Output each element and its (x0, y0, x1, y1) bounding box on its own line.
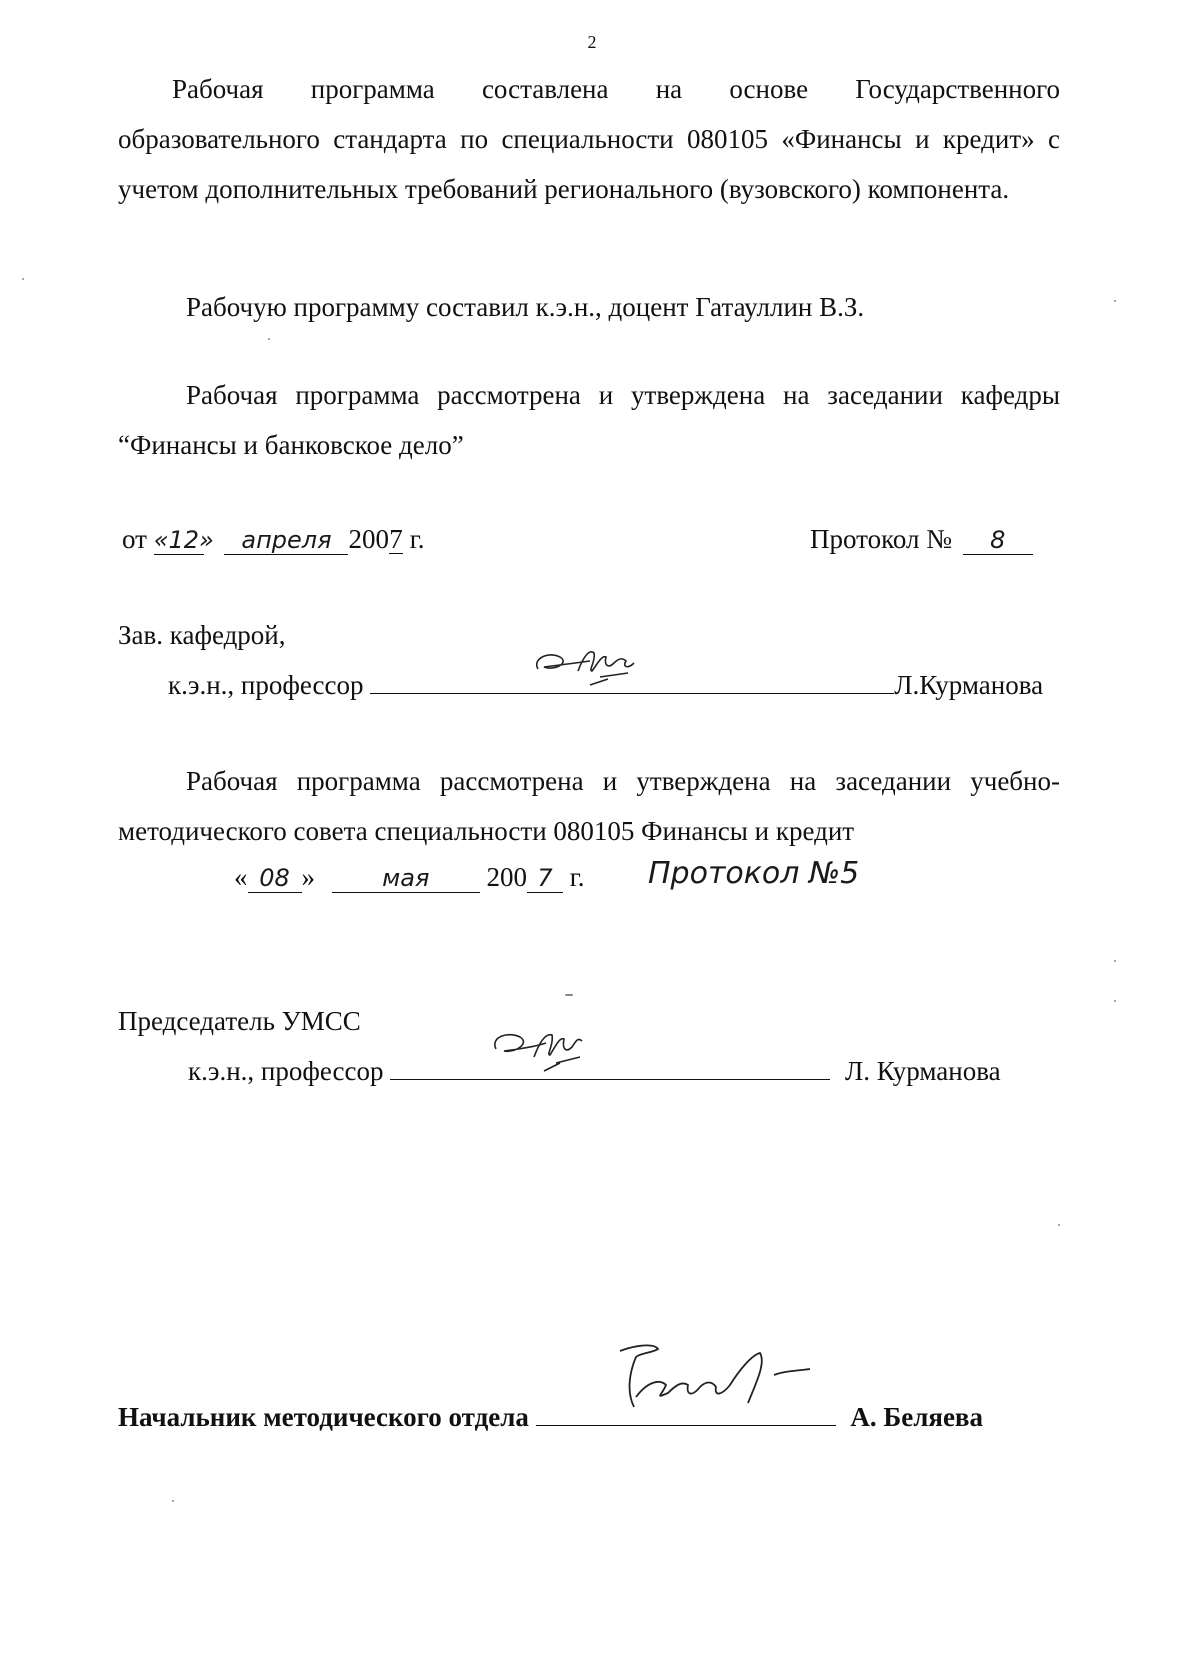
council-year-end: г. (569, 862, 585, 892)
page-number: 2 (587, 32, 597, 52)
department-protocol (810, 524, 1033, 555)
author-line: Рабочую программу составил к.э.н., доцент Гатауллин В.З. (186, 292, 865, 322)
date-day-handwritten: «12» (153, 526, 214, 554)
scan-speck (172, 1500, 174, 1502)
methods-head-line (118, 1402, 983, 1433)
scan-speck (1114, 1000, 1116, 1002)
signature-line (536, 1403, 836, 1426)
handwritten-signature-icon (530, 641, 640, 691)
council-day-handwritten: 08 (248, 864, 302, 893)
methods-head-title: Начальник методического отдела (118, 1402, 529, 1432)
chair-title: Председатель УМСС (118, 1006, 361, 1036)
protocol-label: Протокол № (810, 524, 952, 554)
council-close-quote: » (301, 862, 315, 892)
intro-word: Рабочая (172, 74, 264, 104)
intro-word: на (655, 74, 683, 104)
scan-speck (268, 338, 270, 340)
date-year-end: г. (409, 524, 425, 554)
chair-signature-line (188, 1056, 1001, 1087)
council-year-suffix: 7 (527, 864, 563, 893)
intro-word: составлена (481, 74, 609, 104)
protocol-number-handwritten: 8 (963, 526, 1033, 555)
date-year-prefix: 200 (348, 524, 389, 554)
council-year-prefix: 200 (486, 862, 527, 892)
head-signature-line (168, 670, 1043, 701)
intro-first-line (118, 64, 1060, 114)
head-name: Л.Курманова (894, 670, 1044, 700)
chair-name: Л. Курманова (844, 1056, 1001, 1086)
methods-head-name: А. Беляева (850, 1402, 984, 1432)
scan-speck (22, 278, 24, 280)
council-review-line2: методического совета специальности 080105 Финансы и кредит (118, 816, 855, 846)
department-review-line1: Рабочая программа рассмотрена и утверждена на заседании кафедры (186, 380, 1060, 410)
handwritten-signature-icon (606, 1341, 826, 1421)
signature-line (370, 671, 894, 694)
head-title: Зав. кафедрой, (118, 620, 286, 650)
date-year-suffix: 7 (389, 524, 403, 554)
council-review-line1: Рабочая программа рассмотрена и утверждена на заседании учебно- (186, 766, 1060, 796)
head-degree: к.э.н., профессор (168, 670, 364, 700)
signature-line (390, 1057, 830, 1080)
date-prefix: от (122, 524, 147, 554)
intro-word: Государственного (855, 74, 1060, 104)
scan-speck (565, 994, 573, 996)
council-review (118, 756, 1060, 856)
council-month-handwritten: мая (332, 864, 480, 893)
chair-degree: к.э.н., профессор (188, 1056, 384, 1086)
intro-rest: образовательного стандарта по специальности 080105 «Финансы и кредит» с учетом дополнительных требований регионального (вузовского) компонента. (118, 124, 1060, 204)
scan-speck (1114, 960, 1116, 962)
date-month-handwritten: апреля (224, 526, 348, 555)
council-date (234, 862, 585, 893)
department-review (118, 370, 1060, 470)
handwritten-signature-icon (490, 1023, 590, 1075)
council-open-quote: « (234, 862, 248, 892)
department-review-line2: “Финансы и банковское дело” (118, 430, 464, 460)
council-protocol-handwritten: Протокол №5 (648, 856, 860, 891)
intro-word: основе (729, 74, 809, 104)
scan-speck (1114, 300, 1116, 302)
intro-paragraph (118, 64, 1060, 214)
department-date (122, 524, 424, 555)
intro-word: программа (310, 74, 435, 104)
scan-speck (1058, 1224, 1060, 1226)
